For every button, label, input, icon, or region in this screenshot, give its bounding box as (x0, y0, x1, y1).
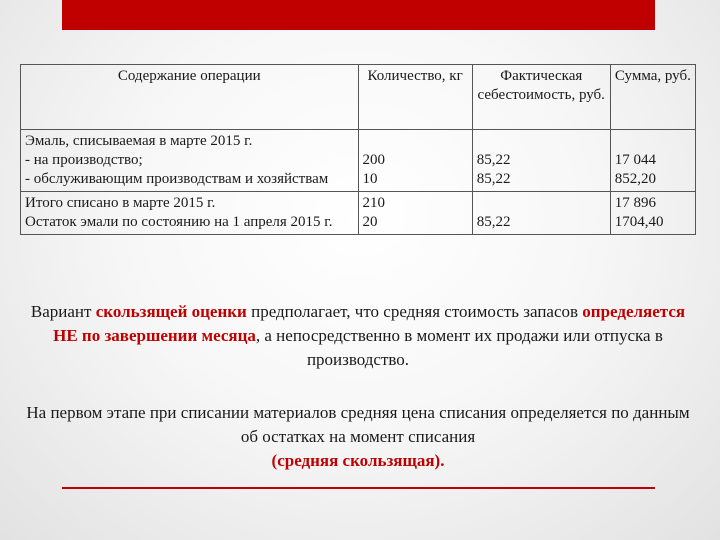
description-line: - обслуживающим производствам и хозяйствам (25, 171, 329, 187)
sum-value: 17 896 (614, 195, 657, 211)
cost-value: 85,22 (476, 214, 511, 230)
paragraph-sliding-valuation (20, 300, 696, 372)
cell-description (21, 130, 359, 192)
cell-cost (472, 130, 610, 192)
header-cost: Фактическая себестоимость, руб. (472, 65, 610, 130)
header-operation: Содержание операции (21, 65, 359, 130)
highlight-sliding-valuation: скользящей оценки (95, 302, 247, 321)
cell-cost (472, 192, 610, 235)
description-line: - на производство; (25, 152, 143, 168)
quantity-value: 20 (362, 214, 378, 230)
cell-sum (610, 130, 695, 192)
bottom-accent-line (62, 487, 655, 489)
header-quantity: Количество, кг (358, 65, 472, 130)
sum-value: 17 044 (614, 152, 657, 168)
highlight-moving-average: (средняя скользящая). (271, 451, 445, 470)
table-row (21, 192, 696, 235)
cost-value: 85,22 (476, 152, 511, 168)
sum-value: 852,20 (614, 171, 657, 187)
quantity-value: 10 (362, 171, 378, 187)
quantity-value: 200 (362, 152, 386, 168)
paragraph-text: предполагает, что средняя стоимость запасов (246, 302, 583, 321)
top-accent-bar (62, 0, 655, 30)
header-sum: Сумма, руб. (610, 65, 695, 130)
cell-description (21, 192, 359, 235)
table-row (21, 130, 696, 192)
table-header-row (21, 65, 696, 130)
paragraph-first-stage (20, 401, 696, 473)
description-line: Остаток эмали по состоянию на 1 апреля 2015 г. (25, 214, 333, 230)
cell-sum (610, 192, 695, 235)
cell-quantity (358, 192, 472, 235)
cost-value: 85,22 (476, 171, 511, 187)
paragraph-text: , а непосредственно в момент их продажи или отпуска в производство. (255, 326, 663, 369)
description-line: Итого списано в марте 2015 г. (25, 195, 216, 211)
sum-value: 1704,40 (614, 214, 664, 230)
operations-table (20, 64, 696, 235)
cost-value (477, 194, 606, 213)
cell-quantity (358, 130, 472, 192)
quantity-value: 210 (362, 195, 386, 211)
description-line: Эмаль, списываемая в марте 2015 г. (25, 133, 253, 149)
paragraph-text: На первом этапе при списании материалов средняя цена списания определяется по данным об остатках на момент списания (26, 403, 690, 446)
paragraph-text: Вариант (30, 302, 96, 321)
highlight-not-end-of-month: определяется НЕ по завершении месяца (53, 302, 686, 345)
